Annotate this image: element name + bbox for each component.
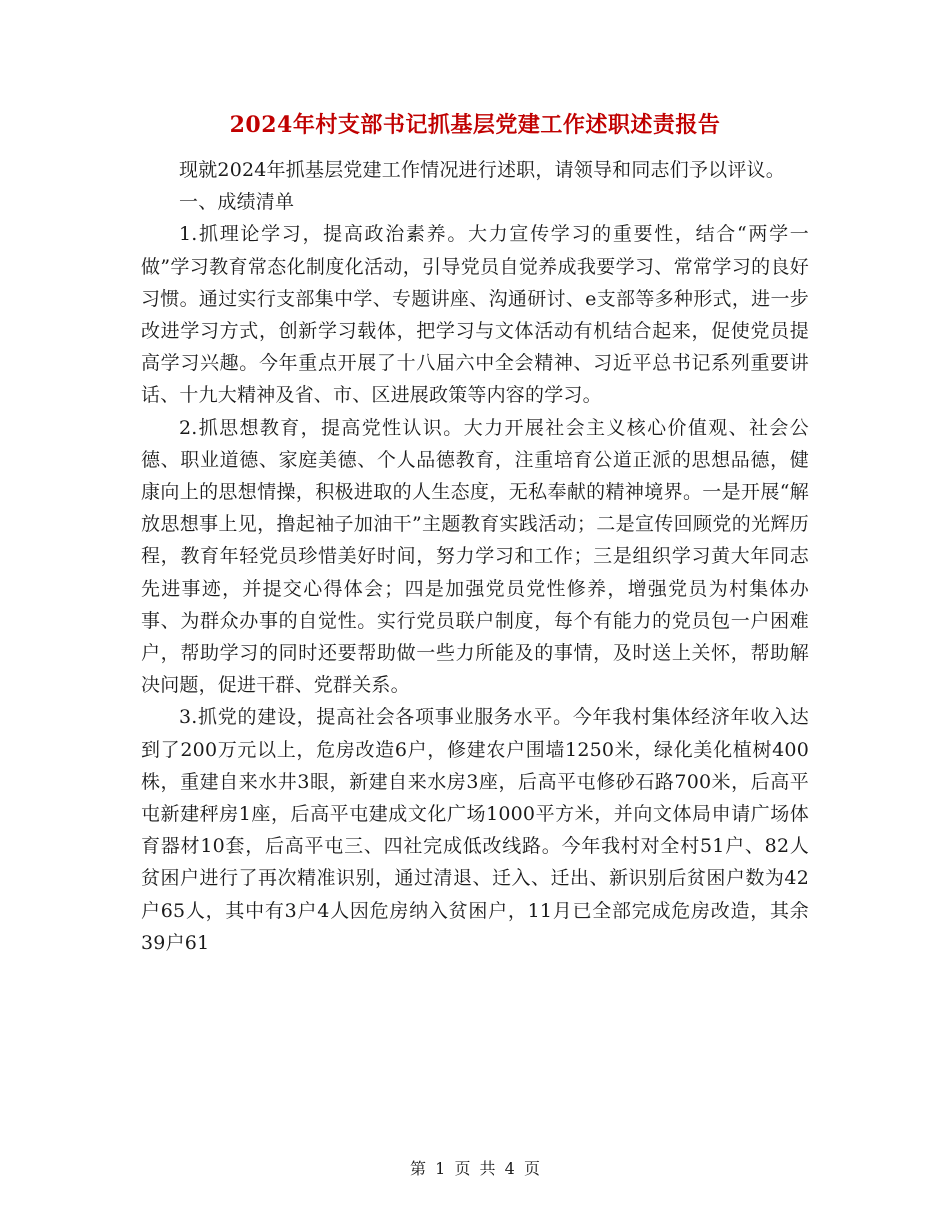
footer-page-label: 第 [410,1159,427,1178]
footer-current-page: 1 [435,1159,446,1178]
section-heading-achievements: 一、成绩清单 [179,191,295,214]
paragraph-theory-study: 1.抓理论学习，提高政治素养。大力宣传学习的重要性，结合“两学一做”学习教育常态化制度化活动，引导党员自觉养成我要学习、常常学习的良好习惯。通过实行支部集中学、专题讲座、沟通研讨、e支部等多种形式，进一步改进学习方式，创新学习载体，把学习与文体活动有机结合起来，促使党员提高学习兴趣。今年重点开展了十八届六中全会精神、习近平总书记系列重要讲话、十九大精神及省、市、区进展政策等内容的学习。 [141,223,809,407]
paragraph-party-building: 3.抓党的建设，提高社会各项事业服务水平。今年我村集体经济年收入达到了200万元以上，危房改造6户，修建农户围墙1250米，绿化美化植树400株，重建自来水井3眼，新建自来水房3座，后高平屯修砂石路700米，后高平屯新建秤房1座，后高平屯建成文化广场1000平方米，并向文体局申请广场体育器材10套，后高平屯三、四社完成低改线路。今年我村对全村51户、82人贫困户进行了再次精准识别，通过清退、迁入、迁出、新识别后贫困户数为42户65人，其中有3户4人因危房纳入贫困户，11月已全部完成危房改造，其余39户61 [141,706,809,954]
page-footer [0,1156,950,1179]
document-body [141,154,809,959]
footer-total-label: 共 [479,1159,496,1178]
footer-total-pages: 4 [504,1159,515,1178]
footer-page-unit: 页 [454,1159,471,1178]
footer-total-unit: 页 [523,1159,540,1178]
paragraph-ideological-education: 2.抓思想教育，提高党性认识。大力开展社会主义核心价值观、社会公德、职业道德、家庭美德、个人品德教育，注重培育公道正派的思想品德，健康向上的思想情操，积极进取的人生态度，无私奉献的精神境界。一是开展“解放思想事上见，撸起袖子加油干”主题教育实践活动；二是宣传回顾党的光辉历程，教育年轻党员珍惜美好时间，努力学习和工作；三是组织学习黄大年同志先进事迹，并提交心得体会；四是加强党员党性修养，增强党员为村集体办事、为群众办事的自觉性。实行党员联户制度，每个有能力的党员包一户困难户，帮助学习的同时还要帮助做一些力所能及的事情，及时送上关怀，帮助解决问题，促进干群、党群关系。 [141,416,809,697]
document-title: 2024年村支部书记抓基层党建工作述职述责报告 [229,112,721,138]
intro-paragraph: 现就2024年抓基层党建工作情况进行述职，请领导和同志们予以评议。 [179,159,785,181]
